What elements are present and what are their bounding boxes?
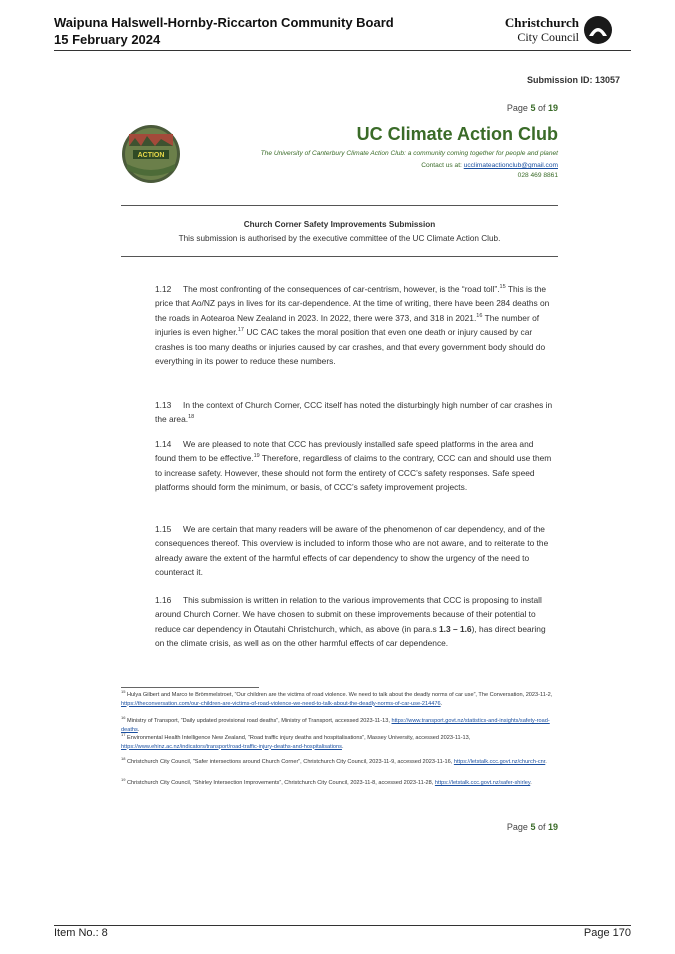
footnote xyxy=(121,717,561,734)
svg-text:ACTION: ACTION xyxy=(137,152,165,159)
paragraph-text: In the context of Church Corner, CCC itself has noted the disturbingly high number of car crashes in the area. xyxy=(155,400,553,425)
footnote-link[interactable]: https://theconversation.com/our-children-are-victims-of-road-violence-we-need-to-talk-about-the-deadly-norms-of-car-use-214476 xyxy=(121,700,441,707)
paragraph-number: 1.14 xyxy=(155,439,172,449)
paragraph-text: The most confronting of the consequences of car-centrism, however, is the “road toll”. xyxy=(183,284,500,294)
paragraph-text: The number of injuries is even higher. xyxy=(155,312,540,338)
paragraph-emphasis: 1.3 – 1.6 xyxy=(438,623,472,634)
footnote-link[interactable]: https://www.transport.govt.nz/statistics-and-insights/safety-road-deaths xyxy=(121,718,550,733)
footnote-number: 15 xyxy=(121,689,126,695)
paragraph xyxy=(155,437,555,495)
footnote-rule xyxy=(121,687,259,688)
paragraph xyxy=(155,522,555,580)
paragraph xyxy=(155,593,555,651)
footnote-number: 17 xyxy=(121,732,126,738)
item-number: Item No.: 8 xyxy=(54,927,108,939)
submission-id: Submission ID: 13057 xyxy=(526,75,620,85)
submission-heading: Church Corner Safety Improvements Submission xyxy=(243,220,436,229)
footnote-text: Hulya Gilbert and Marco te Brömmelstroet, “Our children are the victims of road violence. We need to talk about the deadly norms of car use”, The Conversation, 2023-11-2, xyxy=(125,692,553,698)
club-email-link[interactable]: ucclimateactionclub@gmail.com xyxy=(463,162,558,169)
board-name: Waipuna Halswell-Hornby-Riccarton Community Board xyxy=(54,15,394,30)
footnote-link[interactable]: https://letstalk.ccc.govt.nz/safer-shirley xyxy=(434,780,531,786)
agenda-page-number: Page 170 xyxy=(583,927,631,939)
paragraph xyxy=(155,282,555,368)
club-phone: 028 469 8861 xyxy=(517,172,558,179)
paragraph-text: ), has direct bearing on the climate crisis, as well as on the other harmful effects of car dependence. xyxy=(155,623,546,649)
footnote-end: . xyxy=(137,726,140,733)
document-header xyxy=(54,14,394,48)
paragraph-text: Therefore, regardless of claims to the contrary, CCC can and should use them to increase safety. However, these should not form the entirety of CCC’s safety responses. Safe speed platforms should form the minimum, or basis, of CCC’s safety improvement projects. xyxy=(155,453,552,493)
footnote xyxy=(121,779,561,788)
paragraph-text: This is the price that Ao/NZ pays in lives for its car-dependence. At the time of writing, there have been 284 deaths on the roads in Aotearoa New Zealand in 2023. In 2022, there were 373, and 318 in 2021. xyxy=(155,284,550,323)
contact-prefix: Contact us at: xyxy=(421,162,464,169)
page-indicator-top: Page 5 of 19 xyxy=(506,103,558,113)
paragraph-number: 1.13 xyxy=(155,400,172,410)
footnote-ref: 16 xyxy=(476,313,483,320)
footnote-link[interactable]: https://letstalk.ccc.govt.nz/church-cnr xyxy=(453,759,546,765)
footnote xyxy=(121,734,561,751)
footnote-text: Christchurch City Council, “Shirley Intersection Improvements”, Christchurch City Council, 2023-11-8, accessed 2023-11-28, xyxy=(125,780,435,786)
footnote-end: . xyxy=(440,700,443,707)
footnote-text: Christchurch City Council, “Safer intersections around Church Corner”, Christchurch City Council, 2023-11-9, accessed 2023-11-16, xyxy=(125,759,454,765)
footnote-end: . xyxy=(341,743,344,750)
paragraph-text: We are certain that many readers will be aware of the phenomenon of car dependency, and of the consequences thereof. This overview is included to inform those who are not aware, and to reiterate to the already aware the extent of the harmful effects of car dependency to show the urgency of the need to counteract it. xyxy=(155,524,549,578)
footnote-ref: 17 xyxy=(237,327,244,334)
meeting-date: 15 February 2024 xyxy=(54,32,161,47)
council-emblem-icon xyxy=(583,14,613,46)
footnote-ref: 18 xyxy=(188,414,195,421)
footnote-link[interactable]: https://www.ehinz.ac.nz/indicators/transport/road-traffic-injury-deaths-and-hospitalisations xyxy=(121,743,342,750)
footnote-number: 19 xyxy=(121,777,126,783)
page-indicator-bottom: Page 5 of 19 xyxy=(506,822,558,832)
footnote-ref: 19 xyxy=(253,453,260,460)
footnote-ref: 15 xyxy=(499,284,506,291)
footnote-number: 18 xyxy=(121,756,126,762)
body-rule xyxy=(121,256,558,257)
letterhead-rule xyxy=(121,205,558,206)
paragraph-text: UC CAC takes the moral position that even one death or injury caused by car crashes is too many deaths or injuries caused by car crashes, and that every government body should do everything in its power to reduce these numbers. xyxy=(155,327,546,367)
council-logo xyxy=(503,14,615,48)
club-logo-icon xyxy=(121,124,181,184)
footnote-end: . xyxy=(530,780,532,786)
footnote-number: 16 xyxy=(121,715,126,721)
club-contact xyxy=(421,161,558,181)
club-tagline: The University of Canterbury Climate Action Club: a community coming together for people and planet xyxy=(260,150,558,157)
footnote xyxy=(121,758,561,767)
council-name-line1: Christchurch xyxy=(504,15,579,30)
paragraph-text: This submission is written in relation to the various improvements that CCC is proposing to install around Church Corner. We have chosen to submit on these improvements because of their potential to reduce car dependency in Ōtautahi Christchurch, which, as above (in para.s xyxy=(155,595,542,634)
council-name-line2: City Council xyxy=(517,30,579,44)
footnote-end: . xyxy=(545,759,547,765)
footer-rule xyxy=(54,925,631,926)
paragraph-number: 1.12 xyxy=(155,284,172,294)
club-title: UC Climate Action Club xyxy=(356,124,558,144)
footnote-text: Environmental Health Intelligence New Zealand, “Road traffic injury deaths and hospitalisations”, Massey University, accessed 2023-11-13, xyxy=(125,735,471,741)
submission-authorisation: This submission is authorised by the executive committee of the UC Climate Action Club. xyxy=(178,234,501,243)
paragraph xyxy=(155,398,555,427)
footnote xyxy=(121,691,561,708)
footnote-text: Ministry of Transport, “Daily updated provisional road deaths”, Ministry of Transport, accessed 2023-11-13, xyxy=(125,718,392,724)
paragraph-text: We are pleased to note that CCC has previously installed safe speed platforms in the area and found them to be effective. xyxy=(155,439,534,464)
header-rule xyxy=(54,50,631,51)
paragraph-number: 1.15 xyxy=(155,524,172,534)
paragraph-number: 1.16 xyxy=(155,595,172,605)
